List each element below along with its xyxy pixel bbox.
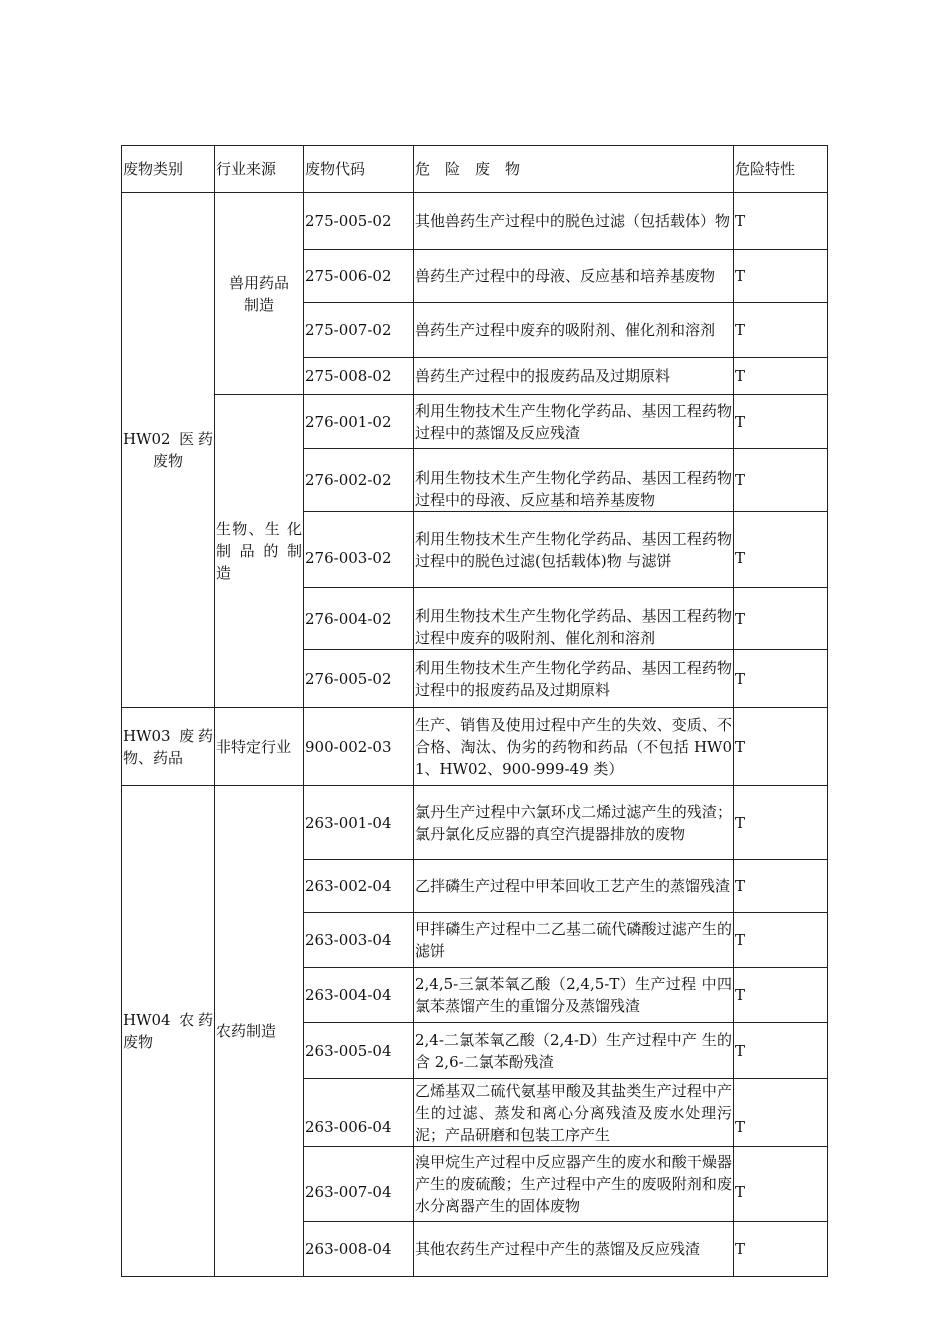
waste-description: 利用生物技术生产生物化学药品、基因工程药物过程中的报废药品及过期原料 — [414, 650, 734, 708]
waste-description: 利用生物技术生产生物化学药品、基因工程药物过程中废弃的吸附剂、催化剂和溶剂 — [414, 588, 734, 650]
table-row — [122, 395, 828, 449]
hazard-property: T — [734, 449, 828, 512]
category-line: HW03 废药 — [123, 726, 213, 745]
hazard-property: T — [734, 1023, 828, 1079]
waste-code: 263-007-04 — [304, 1147, 414, 1222]
category-line: 废物 — [123, 1033, 154, 1051]
waste-code: 263-002-04 — [304, 860, 414, 913]
hazard-property: T — [734, 303, 828, 358]
hazard-property: T — [734, 588, 828, 650]
waste-code: 276-002-02 — [304, 449, 414, 512]
waste-description: 其他兽药生产过程中的脱色过滤（包括载体）物 — [414, 193, 734, 250]
hazard-property: T — [734, 650, 828, 708]
waste-description: 兽药生产过程中废弃的吸附剂、催化剂和溶剂 — [414, 303, 734, 358]
waste-description: 其他农药生产过程中产生的蒸馏及反应残渣 — [414, 1222, 734, 1277]
industry-line: 造 — [216, 564, 232, 582]
waste-description: 生产、销售及使用过程中产生的失效、变质、不合格、淘汰、伪劣的药物和药品（不包括 HW01、HW02、900-999-49 类） — [414, 708, 734, 786]
industry-nonspecific: 非特定行业 — [215, 708, 304, 786]
category-hw03 — [122, 708, 215, 786]
header-hazard: 危险特性 — [734, 146, 828, 193]
header-industry: 行业来源 — [215, 146, 304, 193]
waste-description: 利用生物技术生产生物化学药品、基因工程药物过程中的母液、反应基和培养基废物 — [414, 449, 734, 512]
hazard-property: T — [734, 193, 828, 250]
category-line: HW02 医药 — [123, 430, 213, 448]
waste-code: 276-001-02 — [304, 395, 414, 449]
industry-line: 制 品 的 制 — [216, 542, 302, 560]
table-row — [122, 708, 828, 786]
hazard-property: T — [734, 1147, 828, 1222]
hazard-property: T — [734, 358, 828, 395]
hazard-property: T — [734, 708, 828, 786]
category-line: 废物 — [152, 452, 183, 470]
hazard-property: T — [734, 512, 828, 588]
waste-code: 263-006-04 — [304, 1079, 414, 1147]
waste-description: 氯丹生产过程中六氯环戊二烯过滤产生的残渣；氯丹氯化反应器的真空汽提器排放的废物 — [414, 786, 734, 860]
waste-description: 利用生物技术生产生物化学药品、基因工程药物过程中的脱色过滤(包括载体)物 与滤饼 — [414, 512, 734, 588]
waste-description: 2,4-二氯苯氧乙酸（2,4-D）生产过程中产 生的含 2,6-二氯苯酚残渣 — [414, 1023, 734, 1079]
waste-description: 溴甲烷生产过程中反应器产生的废水和酸干燥器产生的废硫酸；生产过程中产生的废吸附剂和废水分离器产生的固体废物 — [414, 1147, 734, 1222]
waste-description: 乙烯基双二硫代氨基甲酸及其盐类生产过程中产生的过滤、蒸发和离心分离残渣及废水处理污泥；产品研磨和包装工序产生 — [414, 1079, 734, 1147]
hazard-property: T — [734, 1079, 828, 1147]
waste-description: 利用生物技术生产生物化学药品、基因工程药物过程中的蒸馏及反应残渣 — [414, 395, 734, 449]
header-code: 废物代码 — [304, 146, 414, 193]
waste-code: 276-003-02 — [304, 512, 414, 588]
waste-code: 275-007-02 — [304, 303, 414, 358]
category-hw04 — [122, 786, 215, 1277]
industry-line: 制造 — [243, 295, 274, 314]
header-row — [122, 146, 828, 193]
industry-pesticide: 农药制造 — [215, 786, 304, 1277]
industry-vet — [215, 193, 304, 395]
hazardous-waste-table — [121, 145, 828, 1277]
waste-code: 263-003-04 — [304, 913, 414, 968]
hazard-property: T — [734, 250, 828, 303]
hazard-property: T — [734, 968, 828, 1023]
table-row — [122, 193, 828, 250]
industry-line: 生物、生 化 — [216, 520, 302, 538]
waste-code: 276-004-02 — [304, 588, 414, 650]
header-category: 废物类别 — [122, 146, 215, 193]
hazard-property: T — [734, 395, 828, 449]
hazard-property: T — [734, 786, 828, 860]
industry-line: 兽用药品 — [228, 273, 289, 292]
waste-description: 2,4,5-三氯苯氧乙酸（2,4,5-T）生产过程 中四氯苯蒸馏产生的重馏分及蒸馏残渣 — [414, 968, 734, 1023]
waste-description: 兽药生产过程中的母液、反应基和培养基废物 — [414, 250, 734, 303]
category-hw02 — [122, 193, 215, 708]
waste-code: 275-008-02 — [304, 358, 414, 395]
table-row — [122, 786, 828, 860]
hazard-property: T — [734, 860, 828, 913]
waste-code: 263-001-04 — [304, 786, 414, 860]
category-line: 物、药品 — [123, 748, 184, 767]
waste-description: 乙拌磷生产过程中甲苯回收工艺产生的蒸馏残渣 — [414, 860, 734, 913]
category-line: HW04 农药 — [123, 1011, 213, 1029]
hazard-property: T — [734, 1222, 828, 1277]
waste-code: 263-008-04 — [304, 1222, 414, 1277]
waste-description: 甲拌磷生产过程中二乙基二硫代磷酸过滤产生的滤饼 — [414, 913, 734, 968]
waste-code: 275-005-02 — [304, 193, 414, 250]
waste-code: 263-005-04 — [304, 1023, 414, 1079]
waste-code: 275-006-02 — [304, 250, 414, 303]
waste-description: 兽药生产过程中的报废药品及过期原料 — [414, 358, 734, 395]
waste-code: 276-005-02 — [304, 650, 414, 708]
waste-code: 900-002-03 — [304, 708, 414, 786]
hazard-property: T — [734, 913, 828, 968]
waste-code: 263-004-04 — [304, 968, 414, 1023]
header-waste: 危 险 废 物 — [414, 146, 734, 193]
industry-bio — [215, 395, 304, 708]
